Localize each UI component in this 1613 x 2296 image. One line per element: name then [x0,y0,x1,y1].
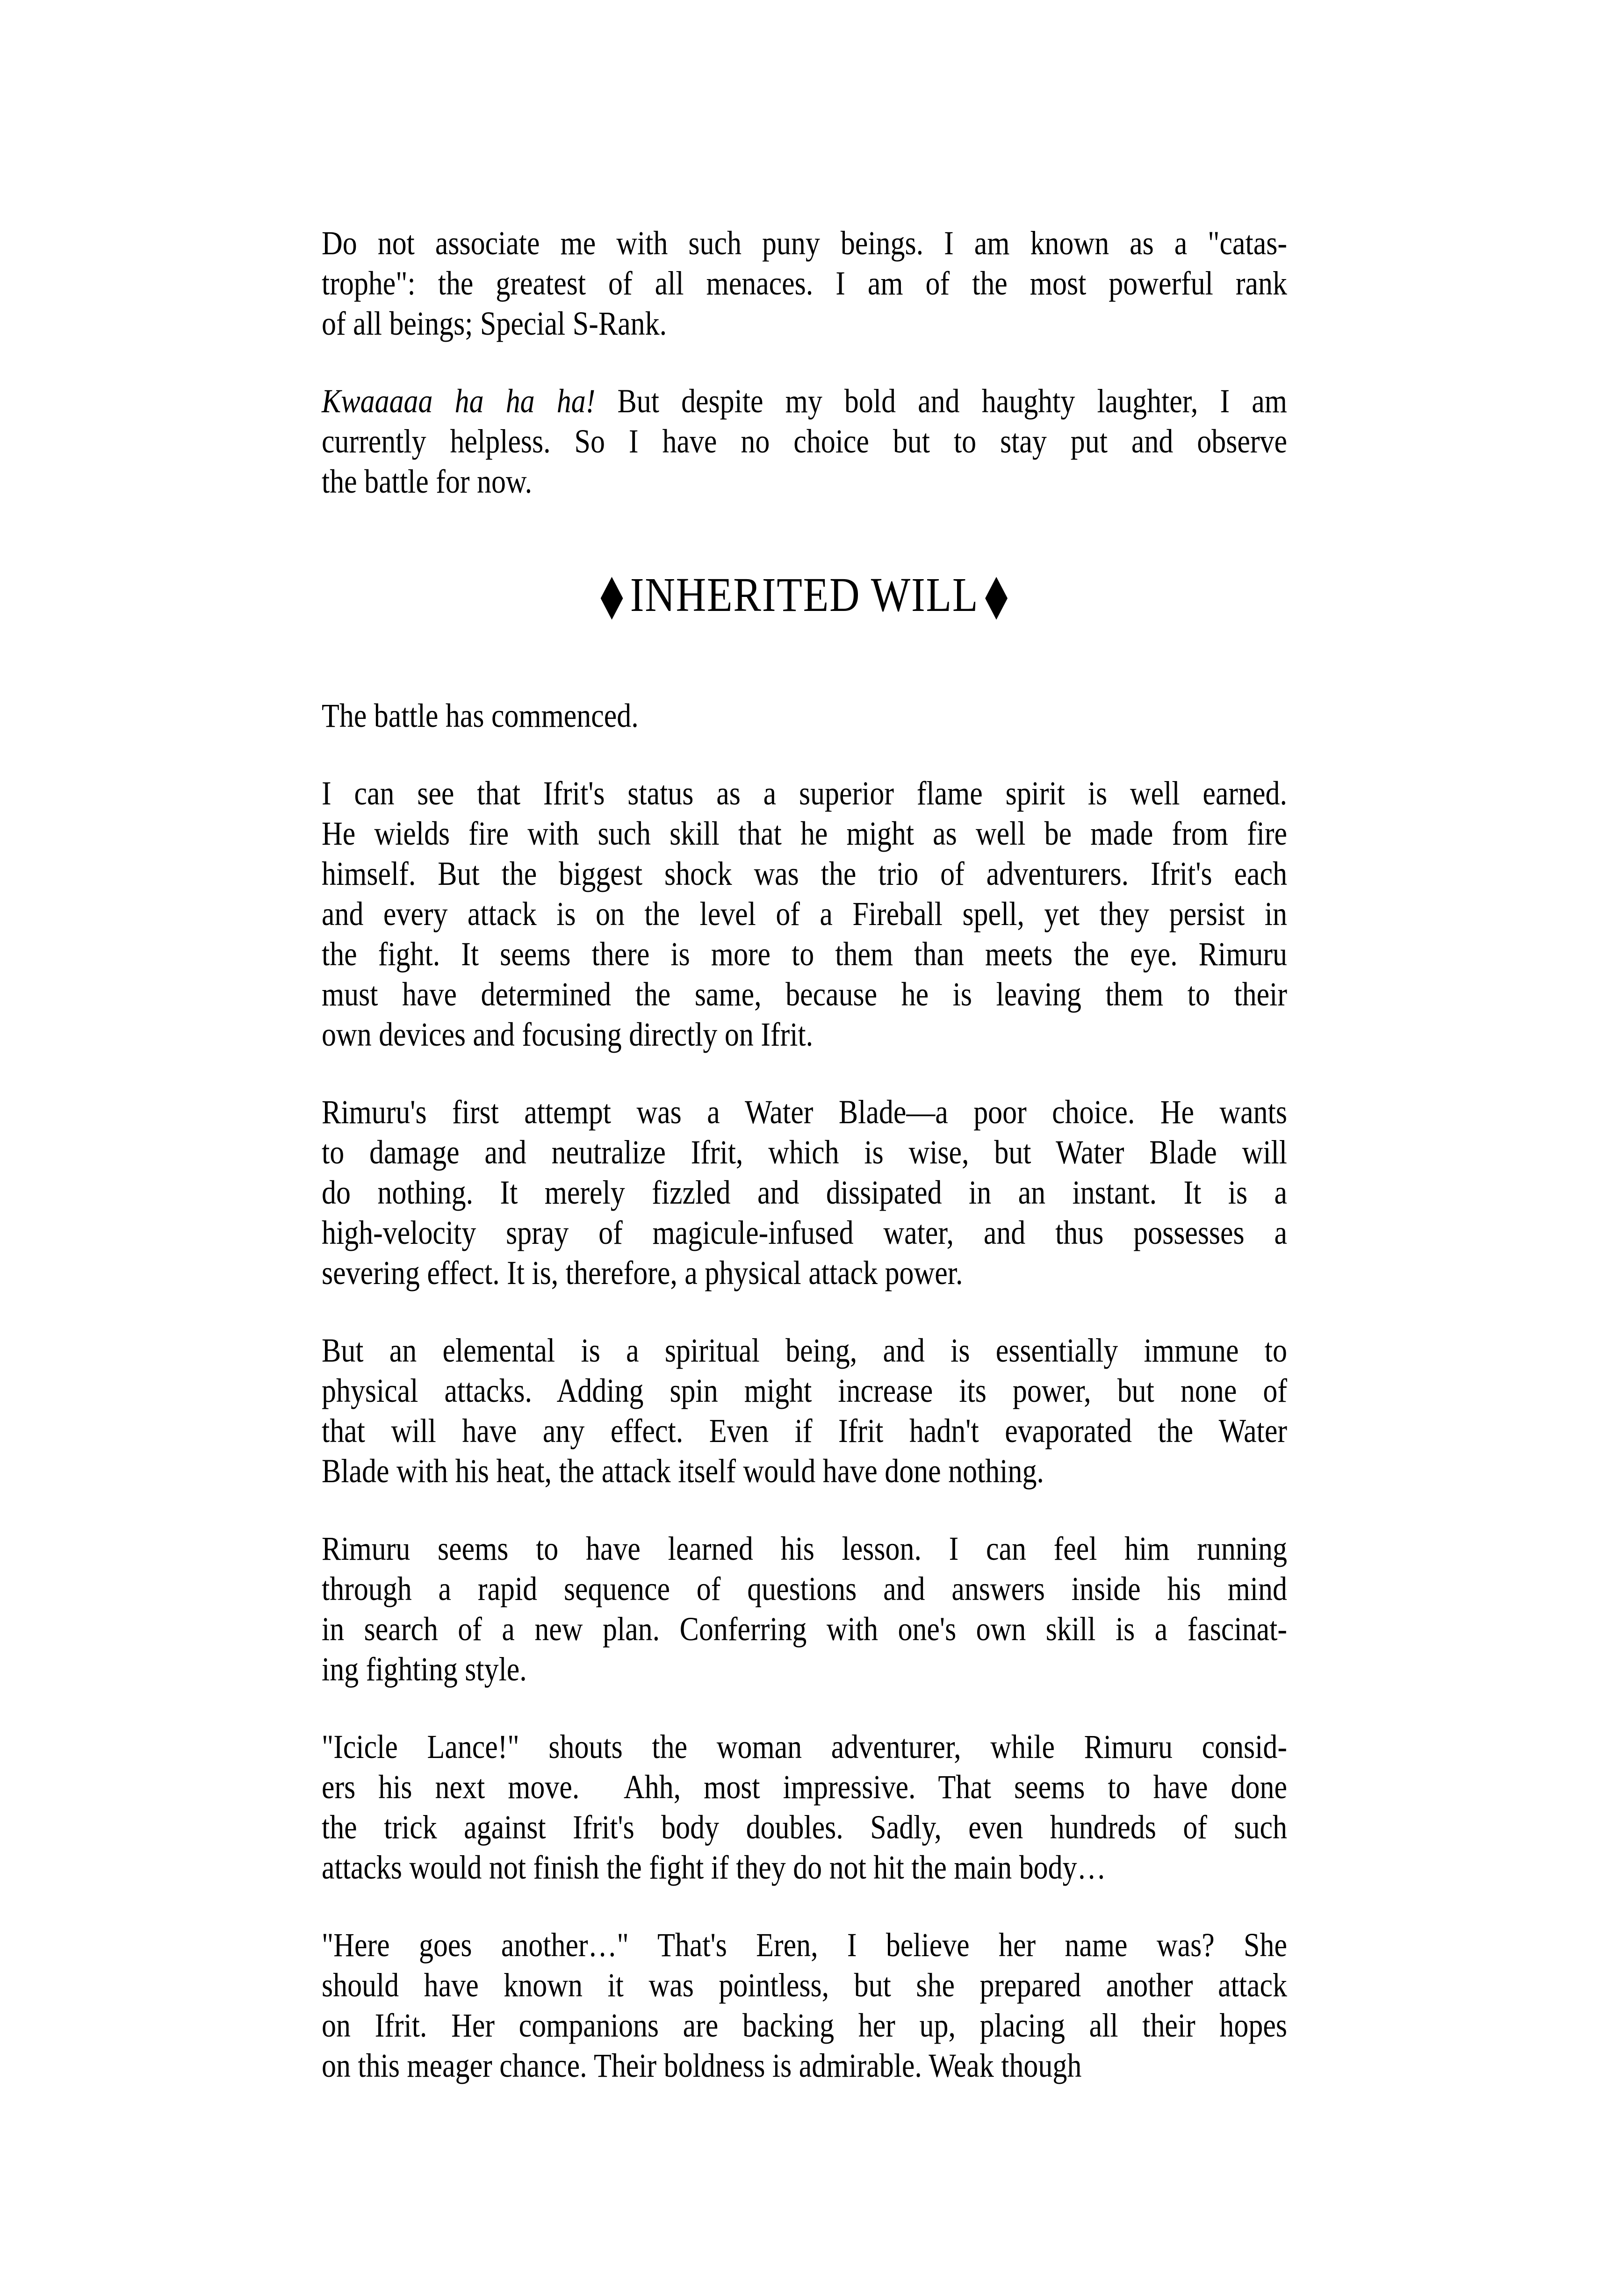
text-line [322,1014,1287,1055]
line-text: The battle has commenced. [322,697,639,734]
text-line [322,421,1287,461]
line-text: currently helpless. So I have no choice but to stay put and observe [322,423,1287,460]
paragraph [322,1528,1287,1689]
text-line [322,1925,1287,1965]
text-line [322,2005,1287,2045]
line-text: the fight. It seems there is more to them than meets the eye. Rimuru [322,935,1287,973]
text-line [322,813,1287,854]
page-text-block [322,223,1287,2123]
text-line [322,1213,1287,1253]
paragraph [322,773,1287,1055]
text-line [322,2045,1287,2086]
text-line [322,1727,1287,1767]
line-text: the trick against Ifrit's body doubles. Sadly, even hundreds of such [322,1808,1287,1846]
line-text: Rimuru seems to have learned his lesson. I can feel him running [322,1530,1287,1567]
text-line [322,854,1287,894]
line-text: do nothing. It merely fizzled and dissipated in an instant. It is a [322,1174,1287,1211]
text-line [322,1807,1287,1847]
line-text: and every attack is on the level of a Fireball spell, yet they persist in [322,895,1287,933]
text-line [322,974,1287,1014]
line-text: trophe": the greatest of all menaces. I am of the most powerful rank [322,265,1287,302]
text-line [322,381,1287,421]
line-text: He wields fire with such skill that he might as well be made from fire [322,815,1287,852]
text-line [322,1649,1287,1689]
text-line [322,1132,1287,1172]
line-text: should have known it was pointless, but she prepared another attack [322,1966,1287,2004]
section-heading [322,563,1287,625]
text-line [322,303,1287,344]
text-line [322,1451,1287,1491]
line-text: high-velocity spray of magicule-infused water, and thus possesses a [322,1214,1287,1251]
text-line [322,1370,1287,1411]
line-text: ing fighting style. [322,1650,527,1688]
text-line [322,894,1287,934]
italic-text: Kwaaaaa ha ha ha! [322,382,596,420]
line-text: must have determined the same, because he is leaving them to their [322,976,1287,1013]
line-text: Rimuru's first attempt was a Water Blade—a poor choice. He wants [322,1093,1287,1131]
line-text: severing effect. It is, therefore, a physical attack power. [322,1254,963,1292]
line-text: I can see that Ifrit's status as a superior flame spirit is well earned. [322,775,1287,812]
line-text: on this meager chance. Their boldness is admirable. Weak though [322,2047,1082,2084]
paragraph [322,1330,1287,1491]
line-text: in search of a new plan. Conferring with one's own skill is a fascinat- [322,1610,1287,1648]
section-heading-text: INHERITED WILL [630,568,979,622]
line-text: that will have any effect. Even if Ifrit hadn't evaporated the Water [322,1412,1287,1449]
line-text: to damage and neutralize Ifrit, which is wise, but Water Blade will [322,1134,1287,1171]
text-line [322,1847,1287,1887]
text-line [322,1609,1287,1649]
line-text: the battle for now. [322,463,533,500]
line-text: But despite my bold and haughty laughter, I am [595,382,1287,420]
text-line [322,1965,1287,2005]
diamond-icon: ◆ [985,563,1008,625]
text-line [322,263,1287,303]
line-text: "Here goes another…" That's Eren, I believe her name was? She [322,1926,1287,1964]
text-line [322,1253,1287,1293]
line-text: through a rapid sequence of questions and answers inside his mind [322,1570,1287,1607]
text-line [322,1092,1287,1132]
paragraph [322,1727,1287,1887]
line-text: But an elemental is a spiritual being, and is essentially immune to [322,1332,1287,1369]
line-text: attacks would not finish the fight if they do not hit the main body… [322,1849,1106,1886]
line-text: himself. But the biggest shock was the trio of adventurers. Ifrit's each [322,855,1287,892]
text-line [322,1569,1287,1609]
text-line [322,773,1287,813]
text-line [322,1411,1287,1451]
line-text: own devices and focusing directly on Ifrit. [322,1016,814,1053]
line-text: on Ifrit. Her companions are backing her up, placing all their hopes [322,2007,1287,2044]
text-line [322,934,1287,974]
paragraph [322,1092,1287,1293]
text-line [322,1330,1287,1370]
paragraph [322,381,1287,502]
text-line [322,1172,1287,1213]
line-text: "Icicle Lance!" shouts the woman adventurer, while Rimuru consid- [322,1728,1287,1765]
line-text: Do not associate me with such puny beings. I am known as a "catas- [322,224,1287,262]
text-line [322,223,1287,263]
line-text: Blade with his heat, the attack itself would have done nothing. [322,1452,1044,1490]
line-text: physical attacks. Adding spin might increase its power, but none of [322,1372,1287,1409]
paragraph [322,696,1287,736]
text-line [322,461,1287,502]
line-text: ers his next move. Ahh, most impressive. That seems to have done [322,1768,1287,1806]
text-line [322,1767,1287,1807]
diamond-icon: ◆ [600,563,624,625]
line-text: of all beings; Special S-Rank. [322,305,667,342]
paragraph [322,1925,1287,2086]
text-line [322,696,1287,736]
paragraph [322,223,1287,344]
text-line [322,1528,1287,1569]
